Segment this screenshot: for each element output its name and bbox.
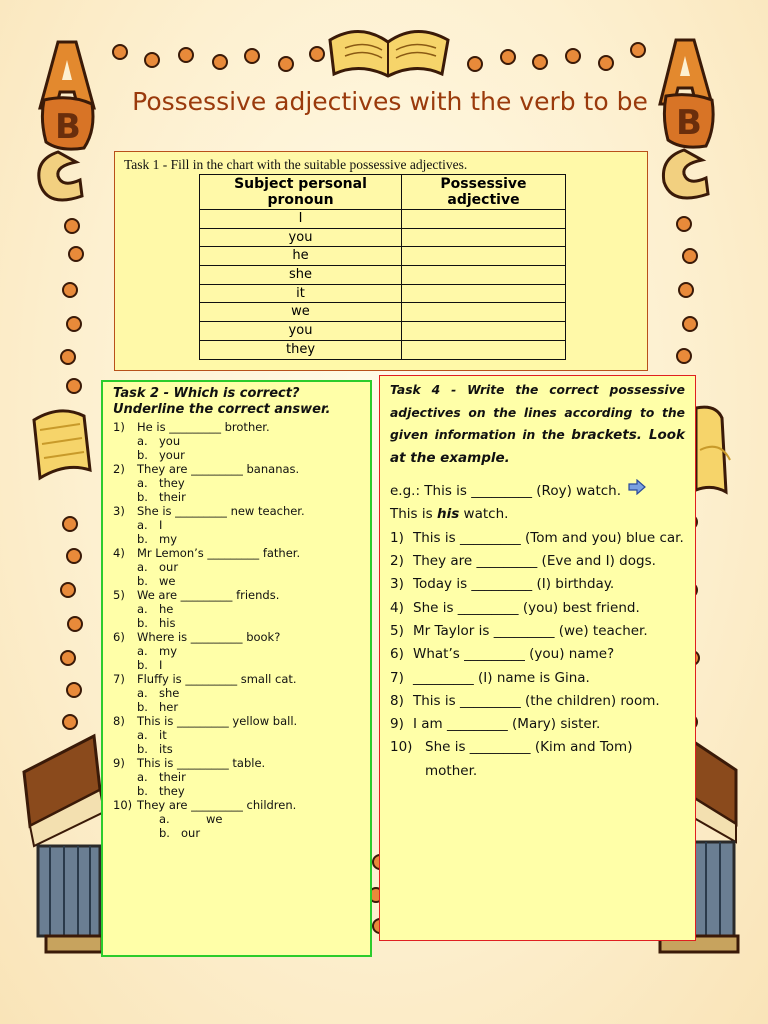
option-text[interactable]: her — [159, 700, 179, 714]
question-number: 3) — [113, 504, 125, 518]
item-number: 5) — [390, 622, 404, 639]
answer-option[interactable] — [113, 448, 360, 462]
example-answer-word: his — [436, 506, 460, 523]
pronoun-cell: you — [200, 228, 402, 247]
list-item — [390, 527, 685, 550]
task4-heading-text: Task 4 - Write the correct possessive adjectives on the lines according to the given information in the — [390, 383, 685, 442]
list-item — [390, 573, 685, 596]
question-text: They are _________ bananas. — [137, 462, 300, 476]
option-letter: b. — [159, 826, 170, 840]
option-letter: b. — [137, 574, 148, 588]
item-number: 10) — [390, 739, 413, 756]
option-text[interactable]: my — [159, 644, 178, 658]
question-text: Fluffy is _________ small cat. — [137, 672, 297, 686]
option-letter: b. — [137, 700, 148, 714]
option-text[interactable]: she — [159, 686, 180, 700]
option-text[interactable]: their — [159, 490, 186, 504]
task2-box — [101, 380, 372, 957]
item-text: _________ (I) name is Gina. — [413, 669, 590, 686]
pronoun-cell: he — [200, 247, 402, 266]
item-number: 3) — [390, 576, 404, 593]
question-number: 7) — [113, 672, 125, 686]
books-pillar-icon — [24, 736, 104, 952]
option-text[interactable]: we — [159, 574, 176, 588]
open-book-icon — [330, 31, 448, 76]
option-letter: b. — [137, 658, 148, 672]
list-item — [390, 713, 685, 736]
answer-option[interactable] — [113, 602, 360, 616]
table-row — [200, 284, 566, 303]
question-number: 6) — [113, 630, 125, 644]
item-number: 1) — [390, 529, 404, 546]
task2-question-list — [113, 420, 360, 840]
item-text: She is _________ (Kim and Tom) mother. — [425, 739, 633, 779]
item-number: 4) — [390, 599, 404, 616]
answer-option[interactable] — [113, 476, 360, 490]
question-text: She is _________ new teacher. — [137, 504, 305, 518]
task2-heading: Task 2 - Which is correct? Underline the correct answer. — [113, 386, 331, 417]
item-text: Today is _________ (I) birthday. — [413, 576, 615, 593]
option-letter: a. — [137, 770, 148, 784]
task1-instruction: Task 1 - Fill in the chart with the suitable possessive adjectives. — [124, 157, 468, 172]
option-text[interactable]: it — [159, 728, 167, 742]
option-text[interactable]: my — [159, 532, 178, 546]
question-text: He is _________ brother. — [137, 420, 270, 434]
option-letter: b. — [137, 448, 148, 462]
question-number: 5) — [113, 588, 125, 602]
option-letter: b. — [137, 490, 148, 504]
question-number: 8) — [113, 714, 125, 728]
example-answer-text: watch. — [459, 506, 509, 523]
list-item — [390, 736, 685, 783]
item-text: She is _________ (you) best friend. — [413, 599, 640, 616]
example-answer-text: This is — [390, 506, 437, 523]
option-letter: a. — [159, 812, 170, 826]
task4-heading-brackets: brackets. — [571, 427, 642, 443]
option-letter: a. — [137, 434, 148, 448]
option-text[interactable]: our — [181, 826, 201, 840]
table-row — [200, 340, 566, 359]
svg-text:B: B — [676, 103, 702, 143]
item-text: This is _________ (Tom and you) blue car. — [413, 529, 684, 546]
chart-header-adjective: Possessive adjective — [402, 175, 566, 210]
question-number: 2) — [113, 462, 125, 476]
answer-cell[interactable] — [402, 284, 566, 303]
pronoun-cell: she — [200, 266, 402, 285]
item-number: 7) — [390, 669, 404, 686]
list-item — [113, 630, 360, 672]
option-text[interactable]: we — [206, 812, 223, 826]
answer-option[interactable] — [113, 490, 360, 504]
option-letter: a. — [137, 602, 148, 616]
pronoun-cell: you — [200, 322, 402, 341]
right-arrow-icon — [627, 479, 647, 503]
list-item — [113, 546, 360, 588]
option-text[interactable]: they — [159, 784, 185, 798]
option-letter: b. — [137, 784, 148, 798]
question-text: They are _________ children. — [137, 798, 297, 812]
chart-header-pronoun: Subject personal pronoun — [200, 175, 402, 210]
answer-option[interactable] — [113, 784, 360, 798]
task4-heading — [390, 379, 685, 469]
item-number: 8) — [390, 692, 404, 709]
answer-option[interactable] — [113, 686, 360, 700]
answer-cell[interactable] — [402, 303, 566, 322]
item-text: I am _________ (Mary) sister. — [413, 716, 601, 733]
list-item — [113, 756, 360, 798]
option-letter: a. — [137, 686, 148, 700]
option-letter: b. — [137, 616, 148, 630]
table-row — [200, 247, 566, 266]
pronoun-cell: we — [200, 303, 402, 322]
table-row — [200, 266, 566, 285]
item-text: What’s _________ (you) name? — [413, 646, 615, 663]
page-title: Possessive adjectives with the verb to be — [132, 87, 648, 116]
option-letter: a. — [137, 728, 148, 742]
list-item — [390, 620, 685, 643]
option-text[interactable]: their — [159, 770, 186, 784]
option-text[interactable]: he — [159, 602, 174, 616]
item-number: 6) — [390, 646, 404, 663]
question-text: Where is _________ book? — [137, 630, 281, 644]
answer-cell[interactable] — [402, 322, 566, 341]
answer-option[interactable] — [113, 644, 360, 658]
item-text: Mr Taylor is _________ (we) teacher. — [413, 622, 648, 639]
item-number: 9) — [390, 716, 404, 733]
list-item — [390, 550, 685, 573]
pronoun-cell: I — [200, 210, 402, 229]
option-letter: a. — [137, 518, 148, 532]
scroll-paper-icon — [696, 407, 730, 492]
list-item — [113, 798, 360, 840]
question-text: This is _________ yellow ball. — [137, 714, 298, 728]
question-text: Mr Lemon’s _________ father. — [137, 546, 301, 560]
item-number: 2) — [390, 553, 404, 570]
answer-cell[interactable] — [402, 266, 566, 285]
question-text: This is _________ table. — [137, 756, 266, 770]
answer-option[interactable] — [113, 532, 360, 546]
pronoun-cell: they — [200, 340, 402, 359]
item-text: They are _________ (Eve and I) dogs. — [413, 553, 656, 570]
pronoun-chart — [199, 174, 566, 360]
abc-letters-icon — [660, 40, 713, 198]
option-letter: a. — [137, 476, 148, 490]
option-text[interactable]: our — [159, 560, 179, 574]
list-item — [113, 504, 360, 546]
table-row — [200, 322, 566, 341]
option-text[interactable]: you — [159, 434, 181, 448]
question-number: 10) — [113, 798, 133, 812]
answer-cell[interactable] — [402, 210, 566, 229]
list-item — [113, 672, 360, 714]
example-line — [390, 479, 685, 503]
list-item — [390, 667, 685, 690]
example-answer — [390, 503, 685, 526]
option-text[interactable]: his — [159, 616, 176, 630]
abc-letters-icon — [39, 42, 94, 200]
question-text: We are _________ friends. — [137, 588, 280, 602]
answer-option[interactable] — [113, 560, 360, 574]
answer-option[interactable] — [113, 826, 360, 840]
answer-option[interactable] — [113, 812, 360, 826]
table-row — [200, 303, 566, 322]
list-item — [390, 643, 685, 666]
option-text[interactable]: its — [159, 742, 173, 756]
list-item — [113, 588, 360, 630]
answer-cell[interactable] — [402, 228, 566, 247]
answer-option[interactable] — [113, 574, 360, 588]
task1-box — [114, 151, 648, 371]
list-item — [390, 597, 685, 620]
list-item — [390, 690, 685, 713]
pronoun-cell: it — [200, 284, 402, 303]
answer-option[interactable] — [113, 616, 360, 630]
answer-option[interactable] — [113, 518, 360, 532]
question-number: 1) — [113, 420, 125, 434]
option-text[interactable]: your — [159, 448, 185, 462]
task4-body — [390, 479, 685, 783]
answer-option[interactable] — [113, 434, 360, 448]
svg-text:B: B — [55, 107, 81, 147]
option-letter: a. — [137, 644, 148, 658]
option-text[interactable]: I — [159, 658, 163, 672]
question-number: 4) — [113, 546, 125, 560]
question-number: 9) — [113, 756, 125, 770]
answer-option[interactable] — [113, 658, 360, 672]
list-item — [113, 462, 360, 504]
task4-box — [379, 375, 696, 941]
option-letter: a. — [137, 560, 148, 574]
option-text[interactable]: they — [159, 476, 185, 490]
table-row — [200, 210, 566, 229]
option-letter: b. — [137, 532, 148, 546]
option-letter: b. — [137, 742, 148, 756]
answer-option[interactable] — [113, 728, 360, 742]
answer-option[interactable] — [113, 770, 360, 784]
scroll-paper-icon — [34, 411, 90, 478]
answer-option[interactable] — [113, 742, 360, 756]
example-text: e.g.: This is _________ (Roy) watch. — [390, 483, 622, 500]
task4-heading-example: Look at the example. — [390, 427, 685, 466]
option-text[interactable]: I — [159, 518, 163, 532]
answer-cell[interactable] — [402, 247, 566, 266]
table-row — [200, 228, 566, 247]
answer-option[interactable] — [113, 700, 360, 714]
item-text: This is _________ (the children) room. — [413, 692, 660, 709]
list-item — [113, 420, 360, 462]
list-item — [113, 714, 360, 756]
answer-cell[interactable] — [402, 340, 566, 359]
